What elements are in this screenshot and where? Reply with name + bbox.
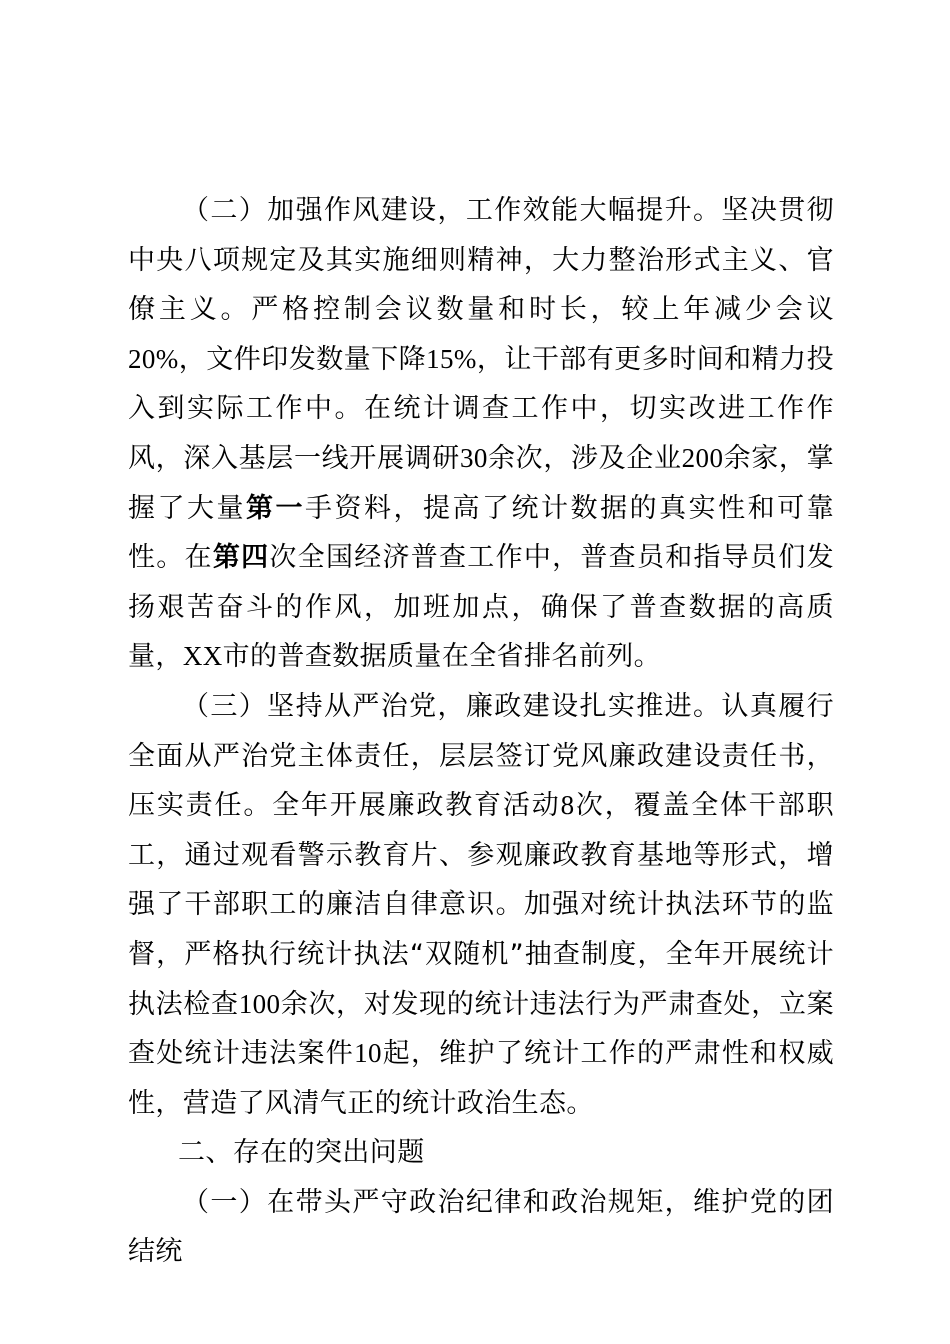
text-segment: 市的普查数据质量在全省排名前列。 — [222, 641, 662, 673]
number-inspections: 100 — [238, 988, 281, 1019]
text-segment: ，让干部有更多时间和精力投入到实际工作中。在统计调查工作中，切实改进工作作风，深入基层一线开展调研 — [128, 343, 834, 474]
text-segment: 手资料，提高了统计数据的真实性和可靠性。在 — [128, 492, 834, 574]
bold-text-first: 第一 — [246, 492, 306, 524]
text-segment: （三）坚持从严治党，廉政建设扎实推进。认真履行全面从严治党主体责任，层层签订党风廉政建设责任书，压实责任。全年开展廉政教育活动 — [128, 690, 834, 822]
text-segment: （一）在带头严守政治纪律和政治规矩，维护党的团结统 — [128, 1186, 834, 1268]
number-document-reduction: 15% — [426, 343, 477, 374]
text-segment: （二）加强作风建设，工作效能大幅提升。坚决贯彻中央八项规定及其实施细则精神，大力整治形式主义、官僚主义。严格控制会议数量和时长，较上年减少会议 — [128, 195, 834, 326]
text-segment: 余家，掌握了大量 — [128, 442, 834, 524]
number-cases: 10 — [354, 1038, 382, 1069]
paragraph-problems-first — [128, 1178, 834, 1277]
city-placeholder: XX — [182, 641, 223, 672]
paragraph-work-style — [128, 186, 834, 682]
number-meeting-reduction: 20% — [128, 343, 179, 374]
number-education-activities: 8 — [560, 790, 575, 821]
document-body — [128, 186, 834, 1277]
text-segment: 次，覆盖全体干部职工，通过观看警示教育片、参观廉政教育基地等形式，增强了干部职工的廉洁自律意识。加强对统计执法环节的监督，严格执行统计执法“双随机”抽查制度，全年开展统计执法检查 — [128, 790, 834, 1020]
paragraph-party-discipline — [128, 682, 834, 1128]
section-heading: 二、存在的突出问题 — [178, 1137, 425, 1169]
text-segment: 起，维护了统计工作的严肃性和权威性，营造了风清气正的统计政治生态。 — [128, 1038, 834, 1119]
text-segment: 余次，涉及企业 — [487, 442, 682, 474]
bold-text-fourth: 第四 — [212, 542, 270, 574]
text-segment: 余次，对发现的统计违法行为严肃查处，立案查处统计违法案件 — [128, 988, 834, 1070]
number-enterprise-count: 200 — [681, 442, 724, 473]
text-segment: ，文件印发数量下降 — [178, 343, 427, 375]
number-research-count: 30 — [459, 442, 488, 473]
text-segment: 次全国经济普查工作中，普查员和指导员们发扬艰苦奋斗的作风，加班加点，确保了普查数据的高质量， — [128, 542, 835, 673]
